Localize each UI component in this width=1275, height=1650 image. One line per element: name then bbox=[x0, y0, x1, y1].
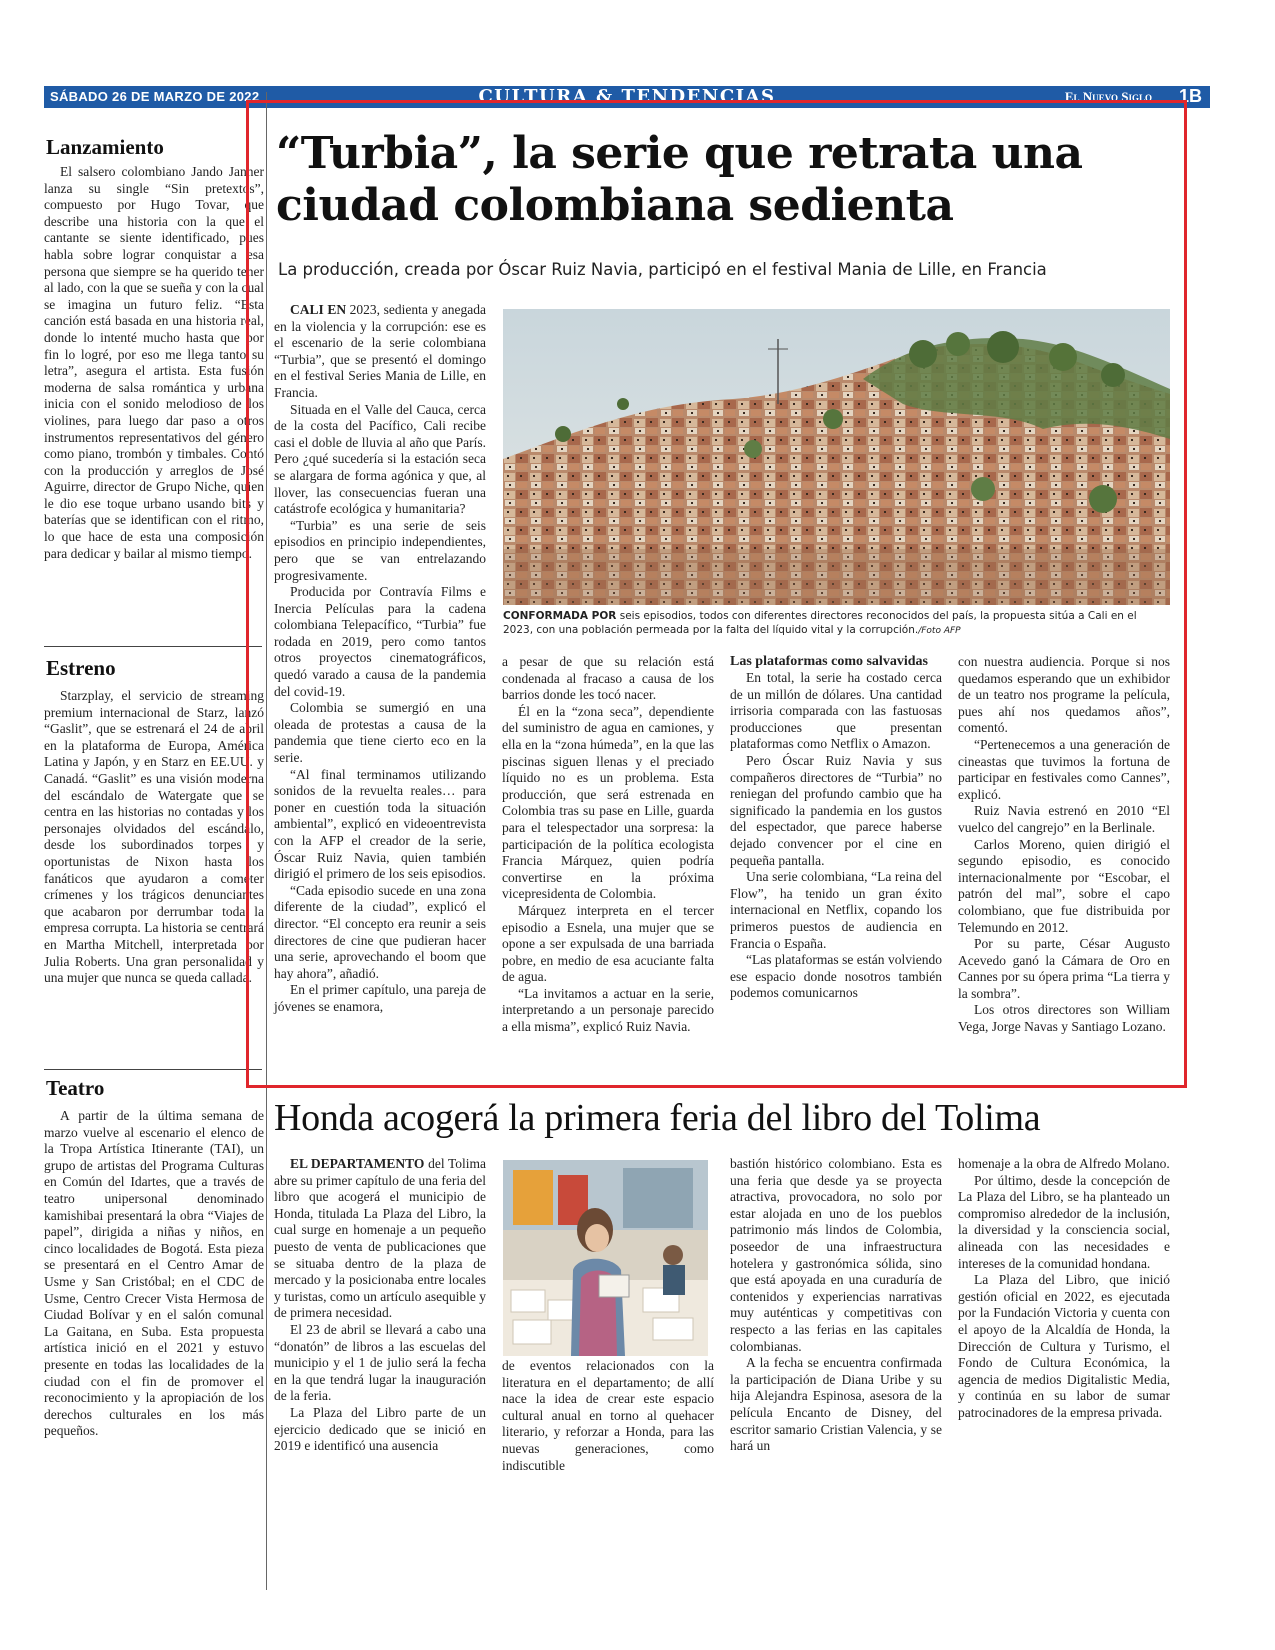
sidebar-heading-teatro: Teatro bbox=[46, 1076, 105, 1100]
highlight-frame bbox=[246, 100, 1187, 1088]
photo-credit: /Foto AFP bbox=[918, 626, 961, 636]
article2-column-1 bbox=[274, 1156, 486, 1455]
caption-text: seis episodios, todos con diferentes directores reconocidos del país, la propuesta sitúa a Cali en el 2023, con una población permeada por la falta del líquido vital y la corrupción. bbox=[503, 610, 1137, 636]
section-subheading: Las plataformas como salvavidas bbox=[730, 654, 928, 669]
sidebar-text-teatro: A partir de la última semana de marzo vuelve al escenario el elenco de la Tropa Artística Itinerante (TAI), un grupo de artistas del Programa Culturas en Común del Idartes, que a través de teatro unipersonal denominado kamishibai presentará la obra “Viajes de papel”, dirigida a niñas y niños, en cinco localidades de Bogotá. Esta pieza se presentará en el Centro Amar de Usme y San Cristóbal; en el CDC de Usme, Centro Crecer Vista Hermosa de Ciudad Bolívar y en el salón comunal La Gaitana, en Suba. Esta propuesta artística inició en el 2021 y estuvo presente en todas las localidades de la ciudad con el fin de promover el reconocimiento y la apropiación de los derechos culturales en los más pequeños. bbox=[44, 1108, 264, 1439]
paragraph: 2023, sedienta y anegada en la violencia y la corrupción: ese es el escenario de la serie colombiana “Turbia”, que se presentó el domingo en el festival Series Mania de Lille, en Francia. bbox=[274, 302, 486, 400]
paragraph: Él en la “zona seca”, dependiente del suministro de agua en camiones, y ella en la “zona húmeda”, en la que las piscinas siguen llenas y el preciado líquido no es un problema. Esta producción, que será estrenada en Colombia tras su pase en Lille, guarda para el telespectador una sorpresa: la participación de la política ecologista Francia Márquez, quien podría convertirse en la próxima vicepresidenta de Colombia. bbox=[502, 703, 714, 902]
paragraph: La Plaza del Libro, que inició gestión oficial en 2022, es ejecutada por la Fundación Victoria y cuenta con el apoyo de la Alcaldía de Honda, la Dirección de Cultura y Turismo, el Fondo de Cultura Económica, la agencia de medios Digitalistic Media, y continúa en su labor de sumar patrocinadores de la empresa privada. bbox=[958, 1272, 1170, 1420]
issue-date: SÁBADO 26 DE MARZO DE 2022 bbox=[50, 89, 260, 104]
paragraph: Por último, desde la concepción de La Plaza del Libro, se ha planteado un compromiso alrededor de la inclusión, la diversidad y la consciencia social, alineada con las necesidades e intereses de la comunidad hondana. bbox=[958, 1172, 1170, 1271]
paragraph: “La invitamos a actuar en la serie, interpretando a un personaje parecido a ella misma”, explicó Ruiz Navia. bbox=[502, 985, 714, 1035]
paragraph: a pesar de que su relación está condenada al fracaso a causa de los barrios donde les tocó nacer. bbox=[502, 654, 714, 703]
paragraph: con nuestra audiencia. Porque si nos quedamos esperando que un exhibidor de un teatro nos programe la película, pues ahí nos quedamos años”, comentó. bbox=[958, 654, 1170, 736]
paragraph: Una serie colombiana, “La reina del Flow”, ha tenido un gran éxito internacional en Netflix, copando los primeros puestos de audiencia en Francia o España. bbox=[730, 869, 942, 951]
sidebar-text-estreno: Starzplay, el servicio de streaming premium internacional de Starz, lanzó “Gaslit”, que se estrenará el 24 de abril en la plataforma de Europa, América Latina y Japón, y en Starz en EE.UU. y Canadá. “Gaslit” es una visión moderna del escándalo de Watergate que se centra en las historias no contadas y los personajes olvidados del escándalo, desde los subordinados torpes y oportunistas de Nixon hasta los fanáticos que ayudaron a cometer crímenes y los trágicos denunciantes que acabaron por derrumbar toda la empresa corrupta. La historia se centrará en Martha Mitchell, interpretada por Julia Roberts. Una gran personalidad y una mujer que nunca se queda callada. bbox=[44, 688, 264, 986]
caption-lead: CONFORMADA POR bbox=[503, 610, 617, 622]
article-headline: “Turbia”, la serie que retrata una ciudad colombiana sedienta bbox=[276, 128, 1083, 231]
paragraph: Situada en el Valle del Cauca, cerca de la costa del Pacífico, Cali recibe casi el doble de lluvia al año que París. Pero ¿qué sucedería si la estación seca se alargara de forma agónica y que, al llover, las consecuencias fueran una catástrofe ecológica y humanitaria? bbox=[274, 401, 486, 517]
paragraph: “Cada episodio sucede en una zona diferente de la ciudad”, explicó el director. “El concepto era reunir a seis directores de cine que pudieran hacer una serie, aprovechando el boom que hay ahora”, añadió. bbox=[274, 882, 486, 981]
article-subheadline: La producción, creada por Óscar Ruiz Navia, participó en el festival Mania de Lille, en Francia bbox=[278, 260, 1047, 279]
sidebar-heading-estreno: Estreno bbox=[46, 656, 116, 680]
book-fair-photo bbox=[503, 1160, 708, 1356]
paragraph: La Plaza del Libro parte de un ejercicio dedicado que se inició en 2019 e identificó una ausencia bbox=[274, 1404, 486, 1454]
paragraph: El 23 de abril se llevará a cabo una “donatón” de libros a las escuelas del municipio y el 1 de julio será la fecha en la que tendrá lugar la inauguración de la feria. bbox=[274, 1321, 486, 1404]
paragraph: “Turbia” es una serie de seis episodios en principio independientes, pero que se van entrelazando progresivamente. bbox=[274, 517, 486, 583]
article2-column-3 bbox=[730, 1156, 942, 1455]
paragraph: Carlos Moreno, quien dirigió el segundo episodio, es conocido internacionalmente por “Escobar, el patrón del mal”, sobre el capo colombiano, que fue distribuida por Telemundo en 2012. bbox=[958, 836, 1170, 935]
page-number: 1B bbox=[1178, 86, 1202, 106]
paragraph: Pero Óscar Ruiz Navia y sus compañeros directores de “Turbia” no reniegan del profundo cambio que ha significado la pandemia en los gustos del espectador, que parece haberse dejado convencer por el cine en pequeña pantalla. bbox=[730, 752, 942, 868]
paragraph: Márquez interpreta en el tercer episodio a Esnela, una mujer que se opone a ser expulsada de una barriada pobre, en medio de esa acuciante falta de agua. bbox=[502, 902, 714, 985]
paragraph: A la fecha se encuentra confirmada la participación de Diana Uribe y su hija Alejandra Espinosa, asesora de la película Encanto de Disney, del escritor samario Cristian Valencia, y se hará un bbox=[730, 1355, 942, 1454]
lead-in: CALI EN bbox=[290, 302, 347, 317]
paragraph: “Las plataformas se están volviendo ese espacio donde nosotros también podemos comunicarnos bbox=[730, 952, 942, 1001]
paragraph: Producida por Contravía Films e Inercia Películas para la cadena colombiana Telepacífico, “Turbia” fue rodada en 2019, pero como tantos otros proyectos cinematográficos, quedó varado a causa de la pandemia del covid-19. bbox=[274, 584, 486, 699]
paragraph: Por su parte, César Augusto Acevedo ganó la Cámara de Oro en Cannes por su ópera prima “La tierra y la sombra”. bbox=[958, 936, 1170, 1001]
paragraph: Ruiz Navia estrenó en 2010 “El vuelco del cangrejo” en la Berlinale. bbox=[958, 803, 1170, 835]
paragraph: bastión histórico colombiano. Esta es una feria que desde ya se proyecta atractiva, provocadora, no solo por estar alojada en uno de los pueblos patrimonio más lindos de Colombia, poseedor de una infraestructura hotelera y gastronómica sólida, sino que está apoyada en una curaduría de contenidos y experiencias narrativas muy auténticas y competitivas con respecto a las ferias en las capitales colombianas. bbox=[730, 1156, 942, 1354]
article2-column-2 bbox=[502, 1358, 714, 1474]
newspaper-brand: El Nuevo Siglo bbox=[1064, 89, 1152, 104]
sidebar-heading-lanzamiento: Lanzamiento bbox=[46, 135, 164, 159]
paragraph: homenaje a la obra de Alfredo Molano. bbox=[958, 1156, 1170, 1171]
sidebar-divider bbox=[44, 646, 262, 647]
article-headline-2: Honda acogerá la primera feria del libro del Tolima bbox=[274, 1097, 1041, 1139]
sidebar-divider bbox=[44, 1069, 262, 1070]
paragraph: de eventos relacionados con la literatura en el departamento; de allí nace la idea de crear este espacio cultural anual en torno al quehacer literario, y reforzar a Honda, para las nuevas generaciones, como indiscutible bbox=[502, 1358, 714, 1473]
paragraph: Colombia se sumergió en una oleada de protestas a causa de la pandemia que tiene cierto eco en la serie. bbox=[274, 700, 486, 766]
paragraph: Los otros directores son William Vega, Jorge Navas y Santiago Lozano. bbox=[958, 1002, 1170, 1035]
sidebar-text-lanzamiento: El salsero colombiano Jando Janner lanza su single “Sin pretextos”, compuesto por Hugo Tovar, que describe una historia con la que el cantante se siente identificado, pues habla sobre lograr conquistar a esa persona que siempre se ha querido tener al lado, con la que se sueña y con la cual se imagina un futuro feliz. “Esta canción está basada en una historia real, donde lo intenté mucho hasta que por fin lo logré, por eso me llega tanto su letra”, asegura el artista. Esta fusión moderna de salsa romántica y urbana inicia con el sonido melodioso de los violines, para luego dar paso a otros instrumentos representativos del género como piano, trombón y timbales. Contó con la producción y arreglos de José Aguirre, director de Grupo Niche, quien le dio ese toque urbano usando bits y baterías que se identifican con el ritmo, lo que hace de esta una composición para dedicar y bailar al mismo tiempo. bbox=[44, 164, 264, 561]
section-title: CULTURA & TENDENCIAS bbox=[478, 86, 776, 107]
paragraph: “Al final terminamos utilizando sonidos de la revuelta reales… para poner en cuestión toda la situación ambiental”, explicó en videoentrevista con la AFP el creador de la serie, Óscar Ruiz Navia, quien también dirigió el primero de los seis episodios. bbox=[274, 766, 486, 882]
paragraph: “Pertenecemos a una generación de cineastas que tuvimos la fortuna de participar en festivales como Cannes”, explicó. bbox=[958, 736, 1170, 802]
paragraph: del Tolima abre su primer capítulo de una feria del libro que acogerá el municipio de Honda, titulada La Plaza del Libro, la cual surge en homenaje a un pequeño puesto de venta de publicaciones que se situaba dentro de la plaza de mercado y la posicionaba entre locales y turistas, como un artículo asequible y de primera necesidad. bbox=[274, 1156, 487, 1321]
lead-in: EL DEPARTAMENTO bbox=[290, 1156, 425, 1171]
paragraph: En total, la serie ha costado cerca de un millón de dólares. Una cantidad irrisoria comparada con las fastuosas producciones que presentan plataformas como Netflix o Amazon. bbox=[730, 670, 942, 752]
article2-column-4 bbox=[958, 1156, 1170, 1422]
paragraph: En el primer capítulo, una pareja de jóvenes se enamora, bbox=[274, 982, 486, 1014]
